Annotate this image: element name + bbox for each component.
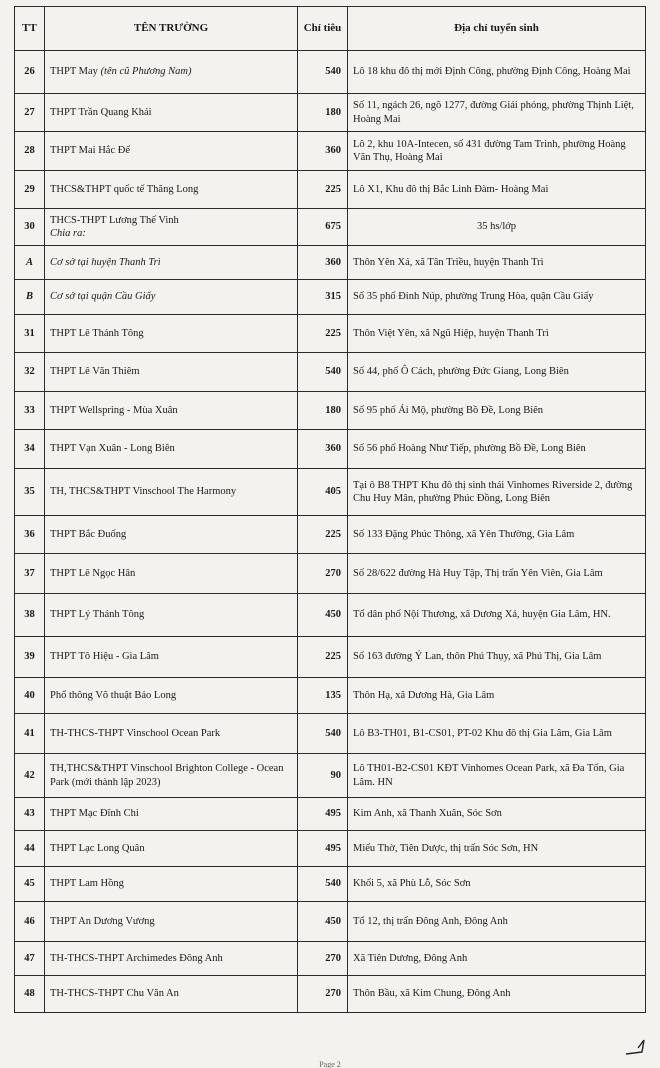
row-number: 26 [15,51,45,94]
school-name-cell [45,902,298,942]
address-value: Số 11, ngách 26, ngõ 1277, đường Giải phóng, phường Thịnh Liệt, Hoàng Mai [348,94,646,132]
school-name-cell [45,637,298,678]
school-name-cell [45,678,298,714]
school-name: THPT Lam Hồng [50,878,124,890]
quota-value: 495 [298,798,348,831]
row-number: 42 [15,754,45,798]
quota-value: 225 [298,315,348,353]
table-row [15,678,646,714]
school-name: THPT Trần Quang Khải [50,106,152,118]
quota-value: 225 [298,637,348,678]
school-name: TH-THCS-THPT Archimedes Đông Anh [50,952,223,964]
row-number: 36 [15,516,45,554]
table-row [15,51,646,94]
table-row [15,942,646,976]
row-number: 35 [15,469,45,516]
address-value: Tổ 12, thị trấn Đông Anh, Đông Anh [348,902,646,942]
quota-value: 180 [298,392,348,430]
quota-value: 360 [298,430,348,469]
table-row [15,714,646,754]
table-row [15,754,646,798]
table-body [15,51,646,1013]
quota-value: 180 [298,94,348,132]
quota-value: 270 [298,942,348,976]
header-tt: TT [15,7,45,51]
school-name-cell [45,94,298,132]
header-quota: Chỉ tiêu [298,7,348,51]
quota-value: 450 [298,902,348,942]
school-name: Cơ sở tại quận Cầu Giấy [50,291,156,303]
quota-value: 540 [298,353,348,392]
address-value: Kim Anh, xã Thanh Xuân, Sóc Sơn [348,798,646,831]
school-name-cell [45,171,298,209]
row-number: 27 [15,94,45,132]
table-row [15,132,646,171]
row-number: 43 [15,798,45,831]
school-name: TH-THCS-THPT Chu Văn An [50,988,179,1000]
school-name: THPT Mạc Đĩnh Chi [50,808,139,820]
school-name-cell [45,831,298,867]
school-name: THCS-THPT Lương Thế Vinh [50,214,179,226]
school-name-cell [45,754,298,798]
address-value: Lô 18 khu đô thị mới Định Công, phường Định Công, Hoàng Mai [348,51,646,94]
row-number: 32 [15,353,45,392]
school-name-cell [45,976,298,1013]
table-row [15,867,646,902]
quota-value: 540 [298,867,348,902]
quota-value: 270 [298,976,348,1013]
school-name: THPT Vạn Xuân - Long Biên [50,443,175,455]
row-number: 34 [15,430,45,469]
table-row [15,209,646,246]
row-number: A [15,246,45,280]
table-row [15,353,646,392]
row-number: 33 [15,392,45,430]
address-value: Lô 2, khu 10A-Intecen, số 431 đường Tam Trinh, phường Hoàng Văn Thụ, Hoàng Mai [348,132,646,171]
school-name: THPT May [50,66,98,78]
quota-value: 450 [298,594,348,637]
table-row [15,594,646,637]
address-value: Số 35 phố Đinh Núp, phường Trung Hòa, quận Cầu Giấy [348,280,646,315]
school-name-cell [45,246,298,280]
school-name-cell [45,516,298,554]
address-value: Số 56 phố Hoàng Như Tiếp, phường Bồ Đề, Long Biên [348,430,646,469]
table-row [15,798,646,831]
address-value: Xã Tiên Dương, Đông Anh [348,942,646,976]
row-number: 45 [15,867,45,902]
school-name: TH-THCS-THPT Vinschool Ocean Park [50,727,221,739]
school-name-cell [45,430,298,469]
address-value: Số 133 Đặng Phúc Thông, xã Yên Thường, Gia Lâm [348,516,646,554]
school-note: (tên cũ Phương Nam) [100,66,192,78]
address-value: Thôn Việt Yên, xã Ngũ Hiệp, huyện Thanh Trì [348,315,646,353]
quota-value: 675 [298,209,348,246]
address-value: Khối 5, xã Phù Lỗ, Sóc Sơn [348,867,646,902]
address-value: Thôn Yên Xá, xã Tân Triều, huyện Thanh Trì [348,246,646,280]
row-number: 40 [15,678,45,714]
quota-value: 135 [298,678,348,714]
school-name-cell [45,132,298,171]
table-row [15,315,646,353]
table-row [15,637,646,678]
school-note: Chia ra: [50,228,86,239]
school-name: THPT Lê Văn Thiêm [50,366,140,378]
address-value: Số 163 đường Ỷ Lan, thôn Phú Thụy, xã Phú Thị, Gia Lâm [348,637,646,678]
table-row [15,554,646,594]
school-name-cell [45,280,298,315]
school-name: THPT Lạc Long Quân [50,842,145,854]
table-row [15,171,646,209]
school-name-cell [45,353,298,392]
table-row [15,976,646,1013]
school-name-cell [45,714,298,754]
quota-value: 360 [298,246,348,280]
address-value: Số 28/622 đường Hà Huy Tập, Thị trấn Yên Viên, Gia Lâm [348,554,646,594]
school-name: THPT Lê Thánh Tông [50,327,144,339]
address-value: Tổ dân phố Nội Thương, xã Dương Xá, huyện Gia Lâm, HN. [348,594,646,637]
table-header-row [15,7,646,51]
school-name: THPT Mai Hắc Đế [50,145,130,157]
row-number: 46 [15,902,45,942]
row-number: 47 [15,942,45,976]
school-name-cell [45,209,298,246]
quota-value: 495 [298,831,348,867]
row-number: 38 [15,594,45,637]
table-row [15,280,646,315]
quota-value: 540 [298,714,348,754]
school-name-cell [45,594,298,637]
address-value: Lô B3-TH01, B1-CS01, PT-02 Khu đô thị Gia Lâm, Gia Lâm [348,714,646,754]
row-number: 48 [15,976,45,1013]
school-name-cell [45,392,298,430]
school-name-cell [45,315,298,353]
address-value: Thôn Bầu, xã Kim Chung, Đông Anh [348,976,646,1013]
header-address: Địa chỉ tuyển sinh [348,7,646,51]
address-value: Lô TH01-B2-CS01 KĐT Vinhomes Ocean Park, xã Đa Tốn, Gia Lâm. HN [348,754,646,798]
row-number: 31 [15,315,45,353]
address-value: Thôn Hạ, xã Dương Hà, Gia Lâm [348,678,646,714]
table-row [15,516,646,554]
address-value: 35 hs/lớp [348,209,646,246]
school-name-cell [45,942,298,976]
row-number: 41 [15,714,45,754]
table-row [15,469,646,516]
school-name-cell [45,554,298,594]
school-name-cell [45,867,298,902]
table-row [15,392,646,430]
row-number: 37 [15,554,45,594]
page-number: Page 2 [319,1060,341,1068]
table-row [15,94,646,132]
admissions-table [14,6,646,1013]
school-name: THPT Bắc Đuống [50,528,127,540]
table-row [15,430,646,469]
school-name-cell [45,51,298,94]
table-row [15,831,646,867]
signature-mark-icon [624,1036,646,1058]
header-school-name: TÊN TRƯỜNG [45,7,298,51]
row-number: 44 [15,831,45,867]
school-name: THPT An Dương Vương [50,915,155,927]
row-number: 28 [15,132,45,171]
table-row [15,246,646,280]
quota-value: 360 [298,132,348,171]
row-number: 29 [15,171,45,209]
quota-value: 540 [298,51,348,94]
school-name: THPT Lý Thánh Tông [50,609,145,621]
school-name: THPT Tô Hiệu - Gia Lâm [50,651,159,663]
quota-value: 225 [298,516,348,554]
school-name: THCS&THPT quốc tế Thăng Long [50,183,199,195]
address-value: Tại ô B8 THPT Khu đô thị sinh thái Vinhomes Riverside 2, đường Chu Huy Mân, phường Phúc Đồng, Long Biên [348,469,646,516]
school-name: Phổ thông Võ thuật Bảo Long [50,689,177,701]
school-name: Cơ sở tại huyện Thanh Trì [50,256,161,268]
school-name: TH,THCS&THPT Vinschool Brighton College - Ocean Park (mới thành lập 2023) [50,763,284,788]
row-number: 39 [15,637,45,678]
table-row [15,902,646,942]
address-value: Miếu Thờ, Tiên Dược, thị trấn Sóc Sơn, HN [348,831,646,867]
school-name: THPT Wellspring - Mùa Xuân [50,404,178,416]
school-name: THPT Lê Ngọc Hân [50,567,136,579]
row-number: B [15,280,45,315]
quota-value: 315 [298,280,348,315]
address-value: Số 44, phố Ô Cách, phường Đức Giang, Long Biên [348,353,646,392]
address-value: Lô X1, Khu đô thị Bắc Linh Đàm- Hoàng Mai [348,171,646,209]
quota-value: 225 [298,171,348,209]
school-name: TH, THCS&THPT Vinschool The Harmony [50,486,237,498]
quota-value: 405 [298,469,348,516]
quota-value: 90 [298,754,348,798]
address-value: Số 95 phố Ái Mộ, phường Bồ Đề, Long Biên [348,392,646,430]
row-number: 30 [15,209,45,246]
school-name-cell [45,469,298,516]
school-name-cell [45,798,298,831]
quota-value: 270 [298,554,348,594]
